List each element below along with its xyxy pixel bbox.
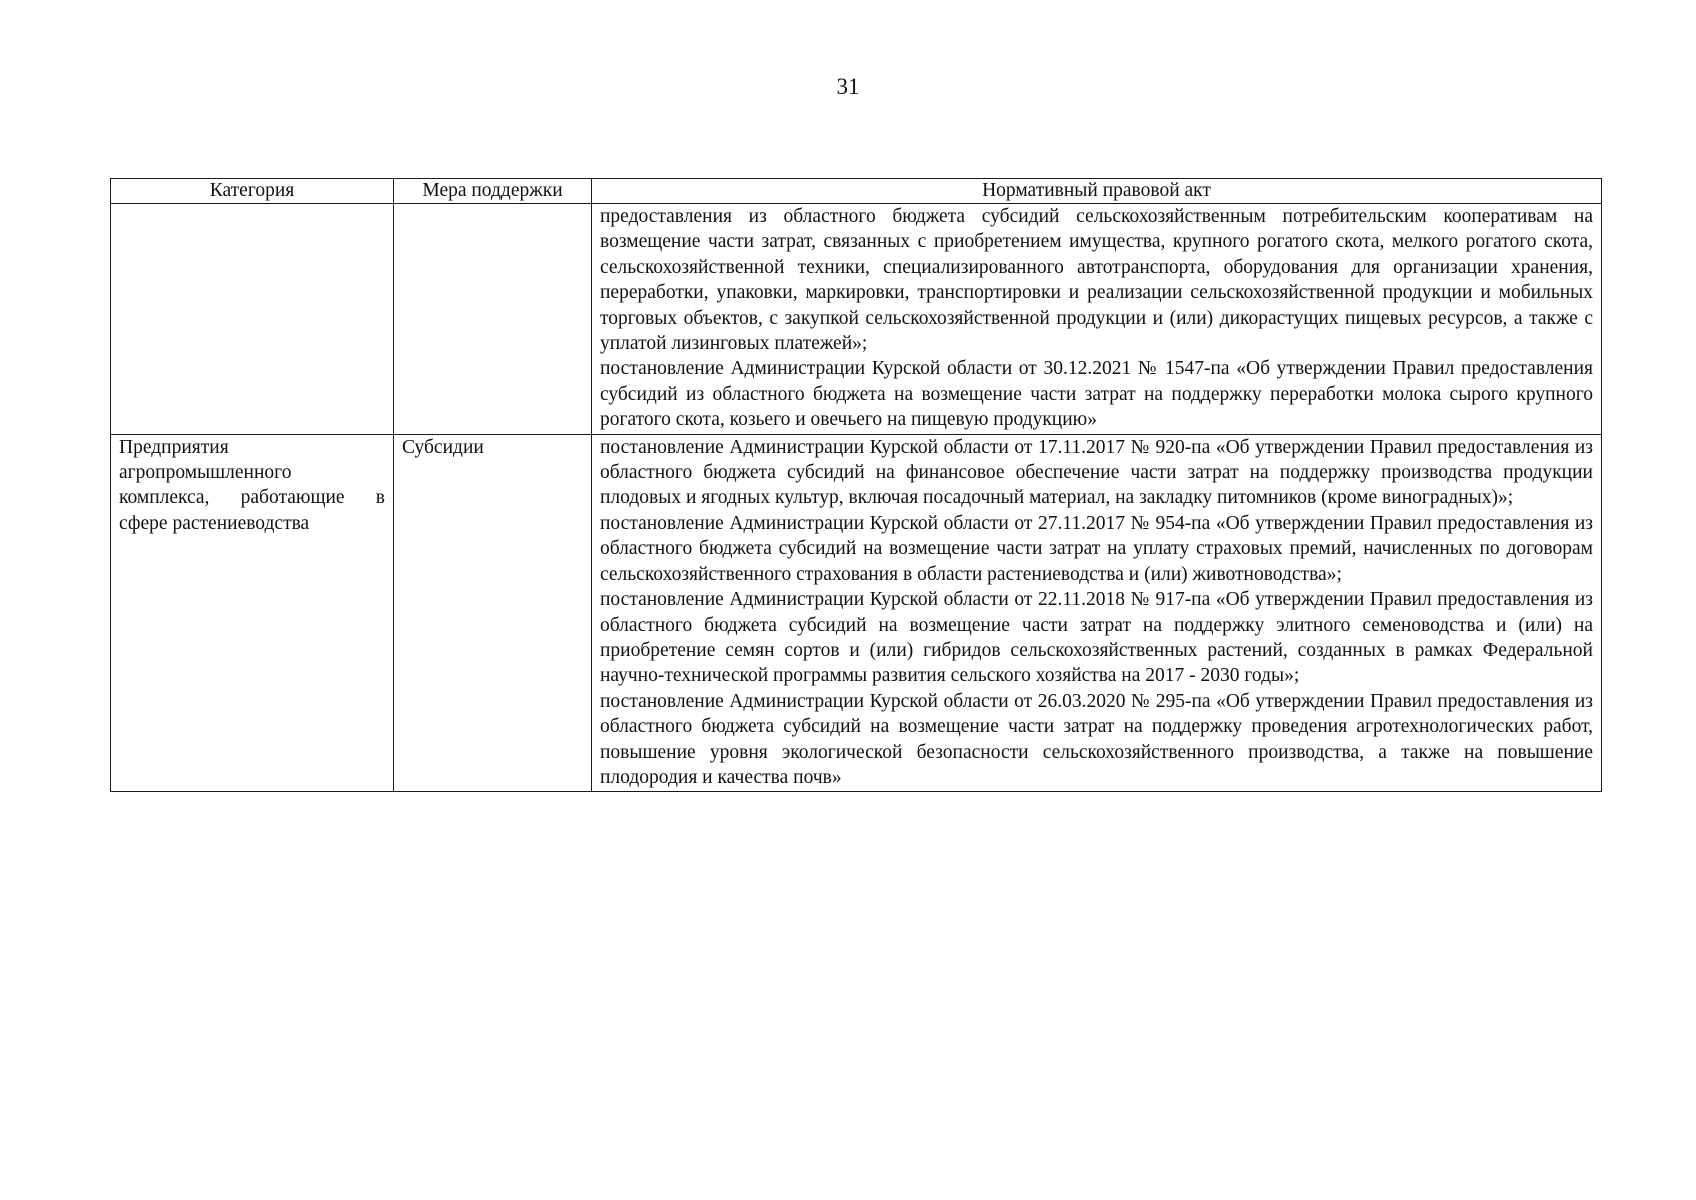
cell-act [592,204,1602,435]
table-header-row [111,179,1602,204]
cell-act [592,434,1602,792]
act-paragraph: постановление Администрации Курской области от 26.03.2020 № 295-па «Об утверждении Правил предоставления из областного бюджета субсидий на возмещение части затрат на поддержку проведения агротехнологических работ, повышение уровня экологической безопасности сельскохозяйственного производства, а также на повышение плодородия и качества почв» [600,690,1593,788]
act-paragraph: предоставления из областного бюджета субсидий сельскохозяйственным потребительским кооперативам на возмещение части затрат, связанных с приобретением имущества, крупного рогатого скота, мелкого рогатого скота, сельскохозяйственной техники, специализированного автотранспорта, оборудования для организации хранения, переработки, упаковки, маркировки, транспортировки и реализации сельскохозяйственной продукции и мобильных торговых объектов, с закупкой сельскохозяйственной продукции и (или) дикорастущих пищевых ресурсов, а также с уплатой лизинговых платежей»; [600,206,1593,355]
table-row [111,434,1602,792]
header-measure: Мера поддержки [394,179,592,204]
table-row [111,204,1602,435]
cell-category [111,204,394,435]
act-paragraph: постановление Администрации Курской области от 17.11.2017 № 920-па «Об утверждении Правил предоставления из областного бюджета субсидий на финансовое обеспечение части затрат на поддержку производства продукции плодовых и ягодных культур, включая посадочный материал, на закладку питомников (кроме виноградных)»; [600,436,1593,509]
measure-text: Субсидии [402,436,484,458]
header-act: Нормативный правовой акт [592,179,1602,204]
act-paragraph: постановление Администрации Курской области от 22.11.2018 № 917-па «Об утверждении Правил предоставления из областного бюджета субсидий на возмещение части затрат на поддержку элитного семеноводства и (или) на приобретение семян сортов и (или) гибридов сельскохозяйственных растений, созданных в рамках Федеральной научно-технической программы развития сельского хозяйства на 2017 - 2030 годы»; [600,589,1593,687]
page-number: 31 [836,74,860,99]
cell-measure [394,204,592,435]
support-measures-table [110,178,1602,792]
category-text: Предприятия агропромышленного комплекса, работающие в сфере растениеводства [119,436,385,534]
cell-category [111,434,394,792]
act-paragraph: постановление Администрации Курской области от 30.12.2021 № 1547-па «Об утверждении Правил предоставления субсидий из областного бюджета на возмещение части затрат на поддержку переработки молока сырого крупного рогатого скота, козьего и овечьего на пищевую продукцию» [600,358,1593,431]
header-category: Категория [111,179,394,204]
cell-measure [394,434,592,792]
act-paragraph: постановление Администрации Курской области от 27.11.2017 № 954-па «Об утверждении Правил предоставления из областного бюджета субсидий на возмещение части затрат на уплату страховых премий, начисленных по договорам сельскохозяйственного страхования в области растениеводства и (или) животноводства»; [600,512,1593,585]
